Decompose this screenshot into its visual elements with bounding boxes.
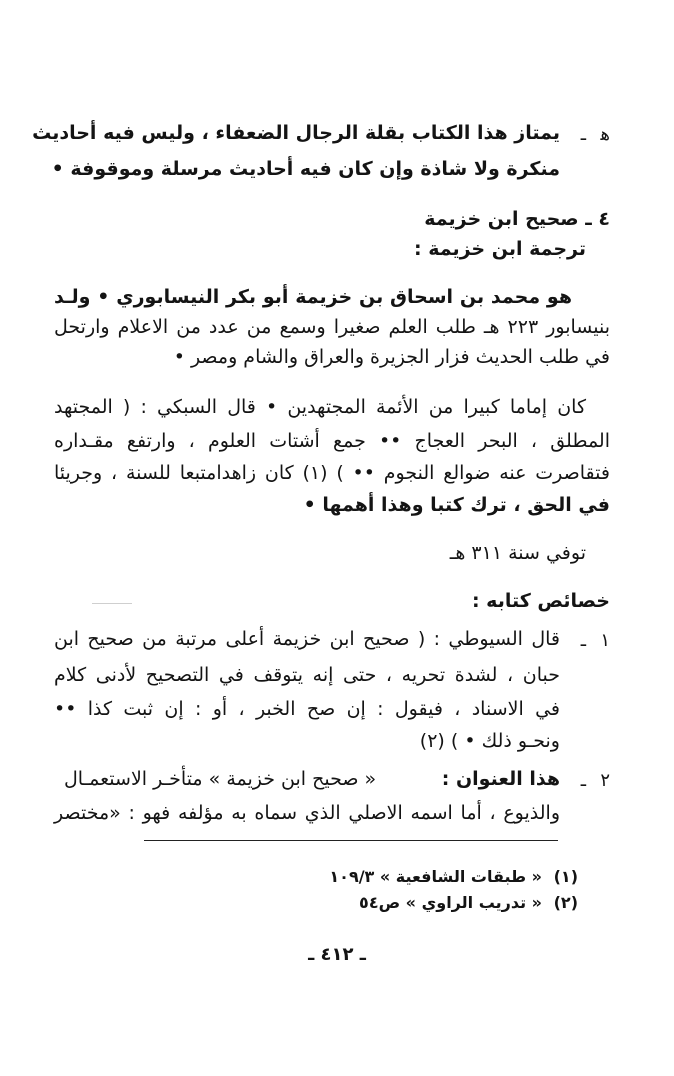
- item1-line-4: ونحـو ذلك • ) (٢): [419, 730, 560, 752]
- item2-dash: ـ: [580, 770, 586, 791]
- bio-heading: ترجمة ابن خزيمة :: [413, 238, 586, 260]
- footnote-2-text: « تدريب الراوي » ص٥٤: [359, 893, 542, 912]
- para1-line-3: في طلب الحديث فزار الجزيرة والعراق والشام ومصر •: [173, 346, 610, 368]
- footnote-divider: [144, 840, 558, 841]
- footnote-2-number: (٢): [553, 893, 578, 912]
- para1-line-1: هو محمد بن اسحاق بن خزيمة أبو بكر النيسابوري • ولـد: [54, 286, 572, 308]
- faint-mark: [92, 603, 132, 604]
- para1-line-2: بنيسابور ٢٢٣ هـ طلب العلم صغيرا وسمع من عدد من الاعلام وارتحل: [54, 316, 610, 338]
- item2-number: ٢: [600, 770, 610, 791]
- para2-line-4: في الحق ، ترك كتبا وهذا أهمها •: [303, 494, 610, 516]
- item1-number: ١: [600, 630, 610, 651]
- footnote-1-number: (١): [553, 867, 578, 886]
- page-number: ـ ٤١٢ ـ: [308, 944, 366, 965]
- item1-line-2: حبان ، لشدة تحريه ، حتى إنه يتوقف في التصحيح لأدنى كلام: [54, 664, 560, 686]
- section-e-line-2: منكرة ولا شاذة وإن كان فيه أحاديث مرسلة وموقوفة •: [51, 158, 560, 180]
- item2-label: هذا العنوان :: [441, 768, 560, 790]
- section-e-line-1: يمتاز هذا الكتاب بقلة الرجال الضعفاء ، وليس فيه أحاديث: [32, 122, 560, 144]
- section-4-heading: ٤ ـ صحيح ابن خزيمة: [424, 208, 610, 230]
- item1-line-3: في الاسناد ، فيقول : إن صح الخبر ، أو : إن ثبت كذا ••: [54, 698, 560, 720]
- footnote-1-text: « طبقات الشافعية » ١٠٩/٣: [329, 867, 542, 886]
- para2-line-2: المطلق ، البحر العجاج •• جمع أشتات العلوم ، وارتفع مقـداره: [54, 430, 610, 452]
- section-e-marker: ﻫ: [600, 124, 610, 145]
- death-line: توفي سنة ٣١١ هـ: [449, 542, 586, 564]
- para2-line-1: كان إماما كبيرا من الأئمة المجتهدين • قال السبكي : ( المجتهد: [54, 396, 586, 418]
- item2-line-1-rest: « صحيح ابن خزيمة » متأخـر الاستعمـال: [64, 768, 377, 790]
- item1-line-1: قال السيوطي : ( صحيح ابن خزيمة أعلى مرتبة من صحيح ابن: [54, 628, 560, 650]
- para2-line-3: فتقاصرت عنه ضوالع النجوم •• ) (١) كان زاهدامتبعا للسنة ، وجريئا: [54, 462, 610, 484]
- item2-line-2: والذيوع ، أما اسمه الاصلي الذي سماه به مؤلفه فهو : «مختصر: [54, 802, 560, 824]
- item1-dash: ـ: [580, 630, 586, 651]
- section-e-dash: ـ: [580, 124, 586, 145]
- features-heading: خصائص كتابه :: [471, 590, 610, 612]
